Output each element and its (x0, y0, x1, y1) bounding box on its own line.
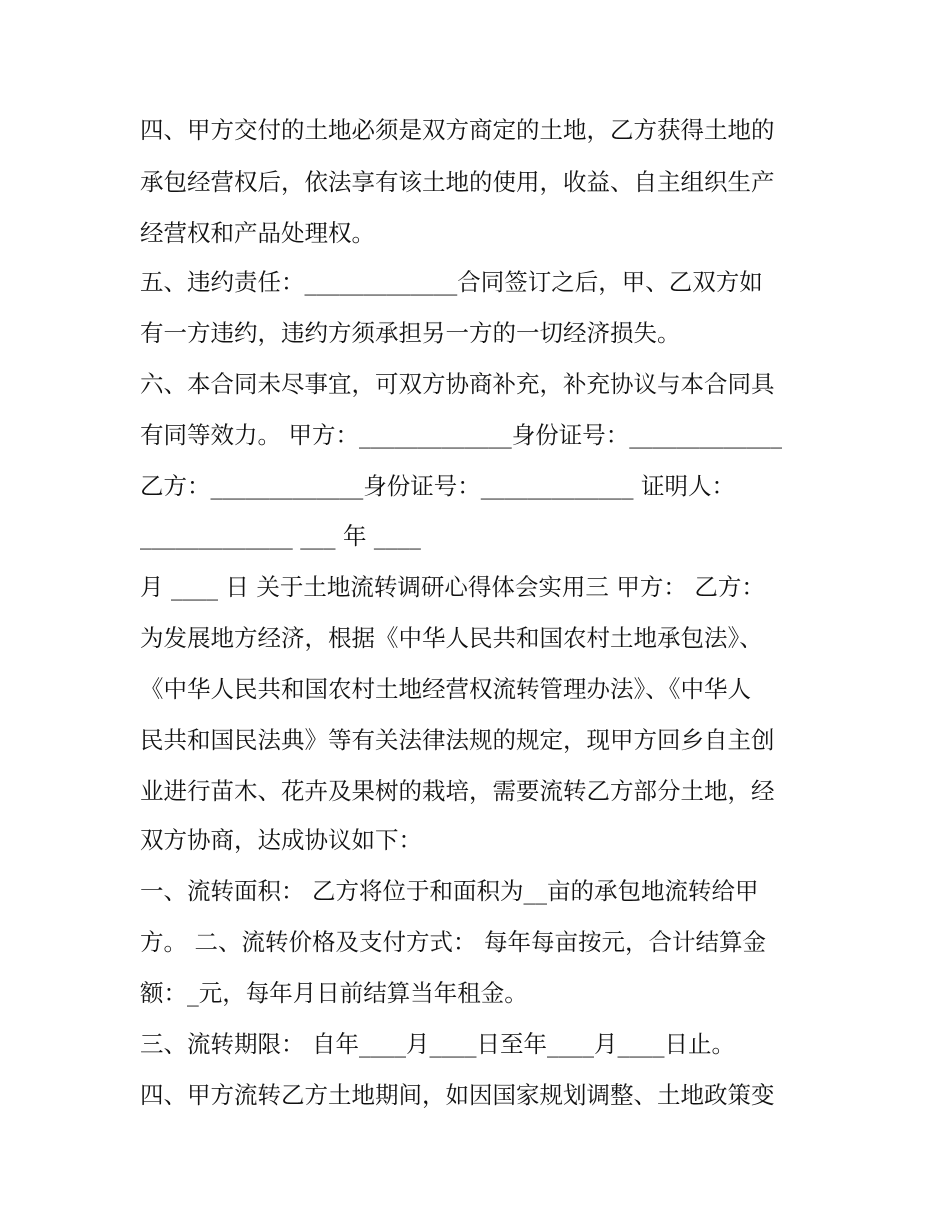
text-line-17: 方。 二、流转价格及支付方式： 每年每亩按元，合计结算金 (140, 928, 766, 956)
text-line-10: 月 ____ 日 关于土地流转调研心得体会实用三 甲方： 乙方： (140, 573, 765, 601)
text-line-15: 双方协商，达成协议如下： (140, 826, 422, 854)
text-line-9: _____________ ___ 年 ____ (140, 522, 421, 550)
text-line-20: 四、甲方流转乙方土地期间，如因国家规划调整、土地政策变 (140, 1081, 775, 1109)
text-line-11: 为发展地方经济，根据《中华人民共和国农村土地承包法》、 (140, 624, 763, 652)
text-line-1: 四、甲方交付的土地必须是双方商定的土地，乙方获得土地的 (140, 116, 775, 144)
text-line-14: 业进行苗木、花卉及果树的栽培，需要流转乙方部分土地，经 (140, 777, 775, 805)
text-line-8: 乙方：_____________身份证号：_____________ 证明人： (140, 472, 735, 500)
text-line-6: 六、本合同未尽事宜，可双方协商补充，补充协议与本合同具 (140, 370, 775, 398)
text-line-3: 经营权和产品处理权。 (140, 219, 375, 247)
text-line-5: 有一方违约，违约方须承担另一方的一切经济损失。 (140, 319, 681, 347)
text-line-2: 承包经营权后，依法享有该土地的使用，收益、自主组织生产 (140, 168, 775, 196)
text-line-7: 有同等效力。 甲方：_____________身份证号：_____________ (140, 421, 782, 449)
text-line-12: 《中华人民共和国农村土地经营权流转管理办法》、《中华人 (140, 675, 751, 703)
text-line-16: 一、流转面积： 乙方将位于和面积为__亩的承包地流转给甲 (140, 877, 759, 905)
text-line-18: 额：_元，每年月日前结算当年租金。 (140, 979, 528, 1007)
text-line-19: 三、流转期限： 自年____月____日至年____月____日止。 (140, 1030, 735, 1058)
text-line-4: 五、违约责任：_____________合同签订之后，甲、乙双方如 (140, 268, 763, 296)
text-line-13: 民共和国民法典》等有关法律法规的规定，现甲方回乡自主创 (140, 726, 775, 754)
